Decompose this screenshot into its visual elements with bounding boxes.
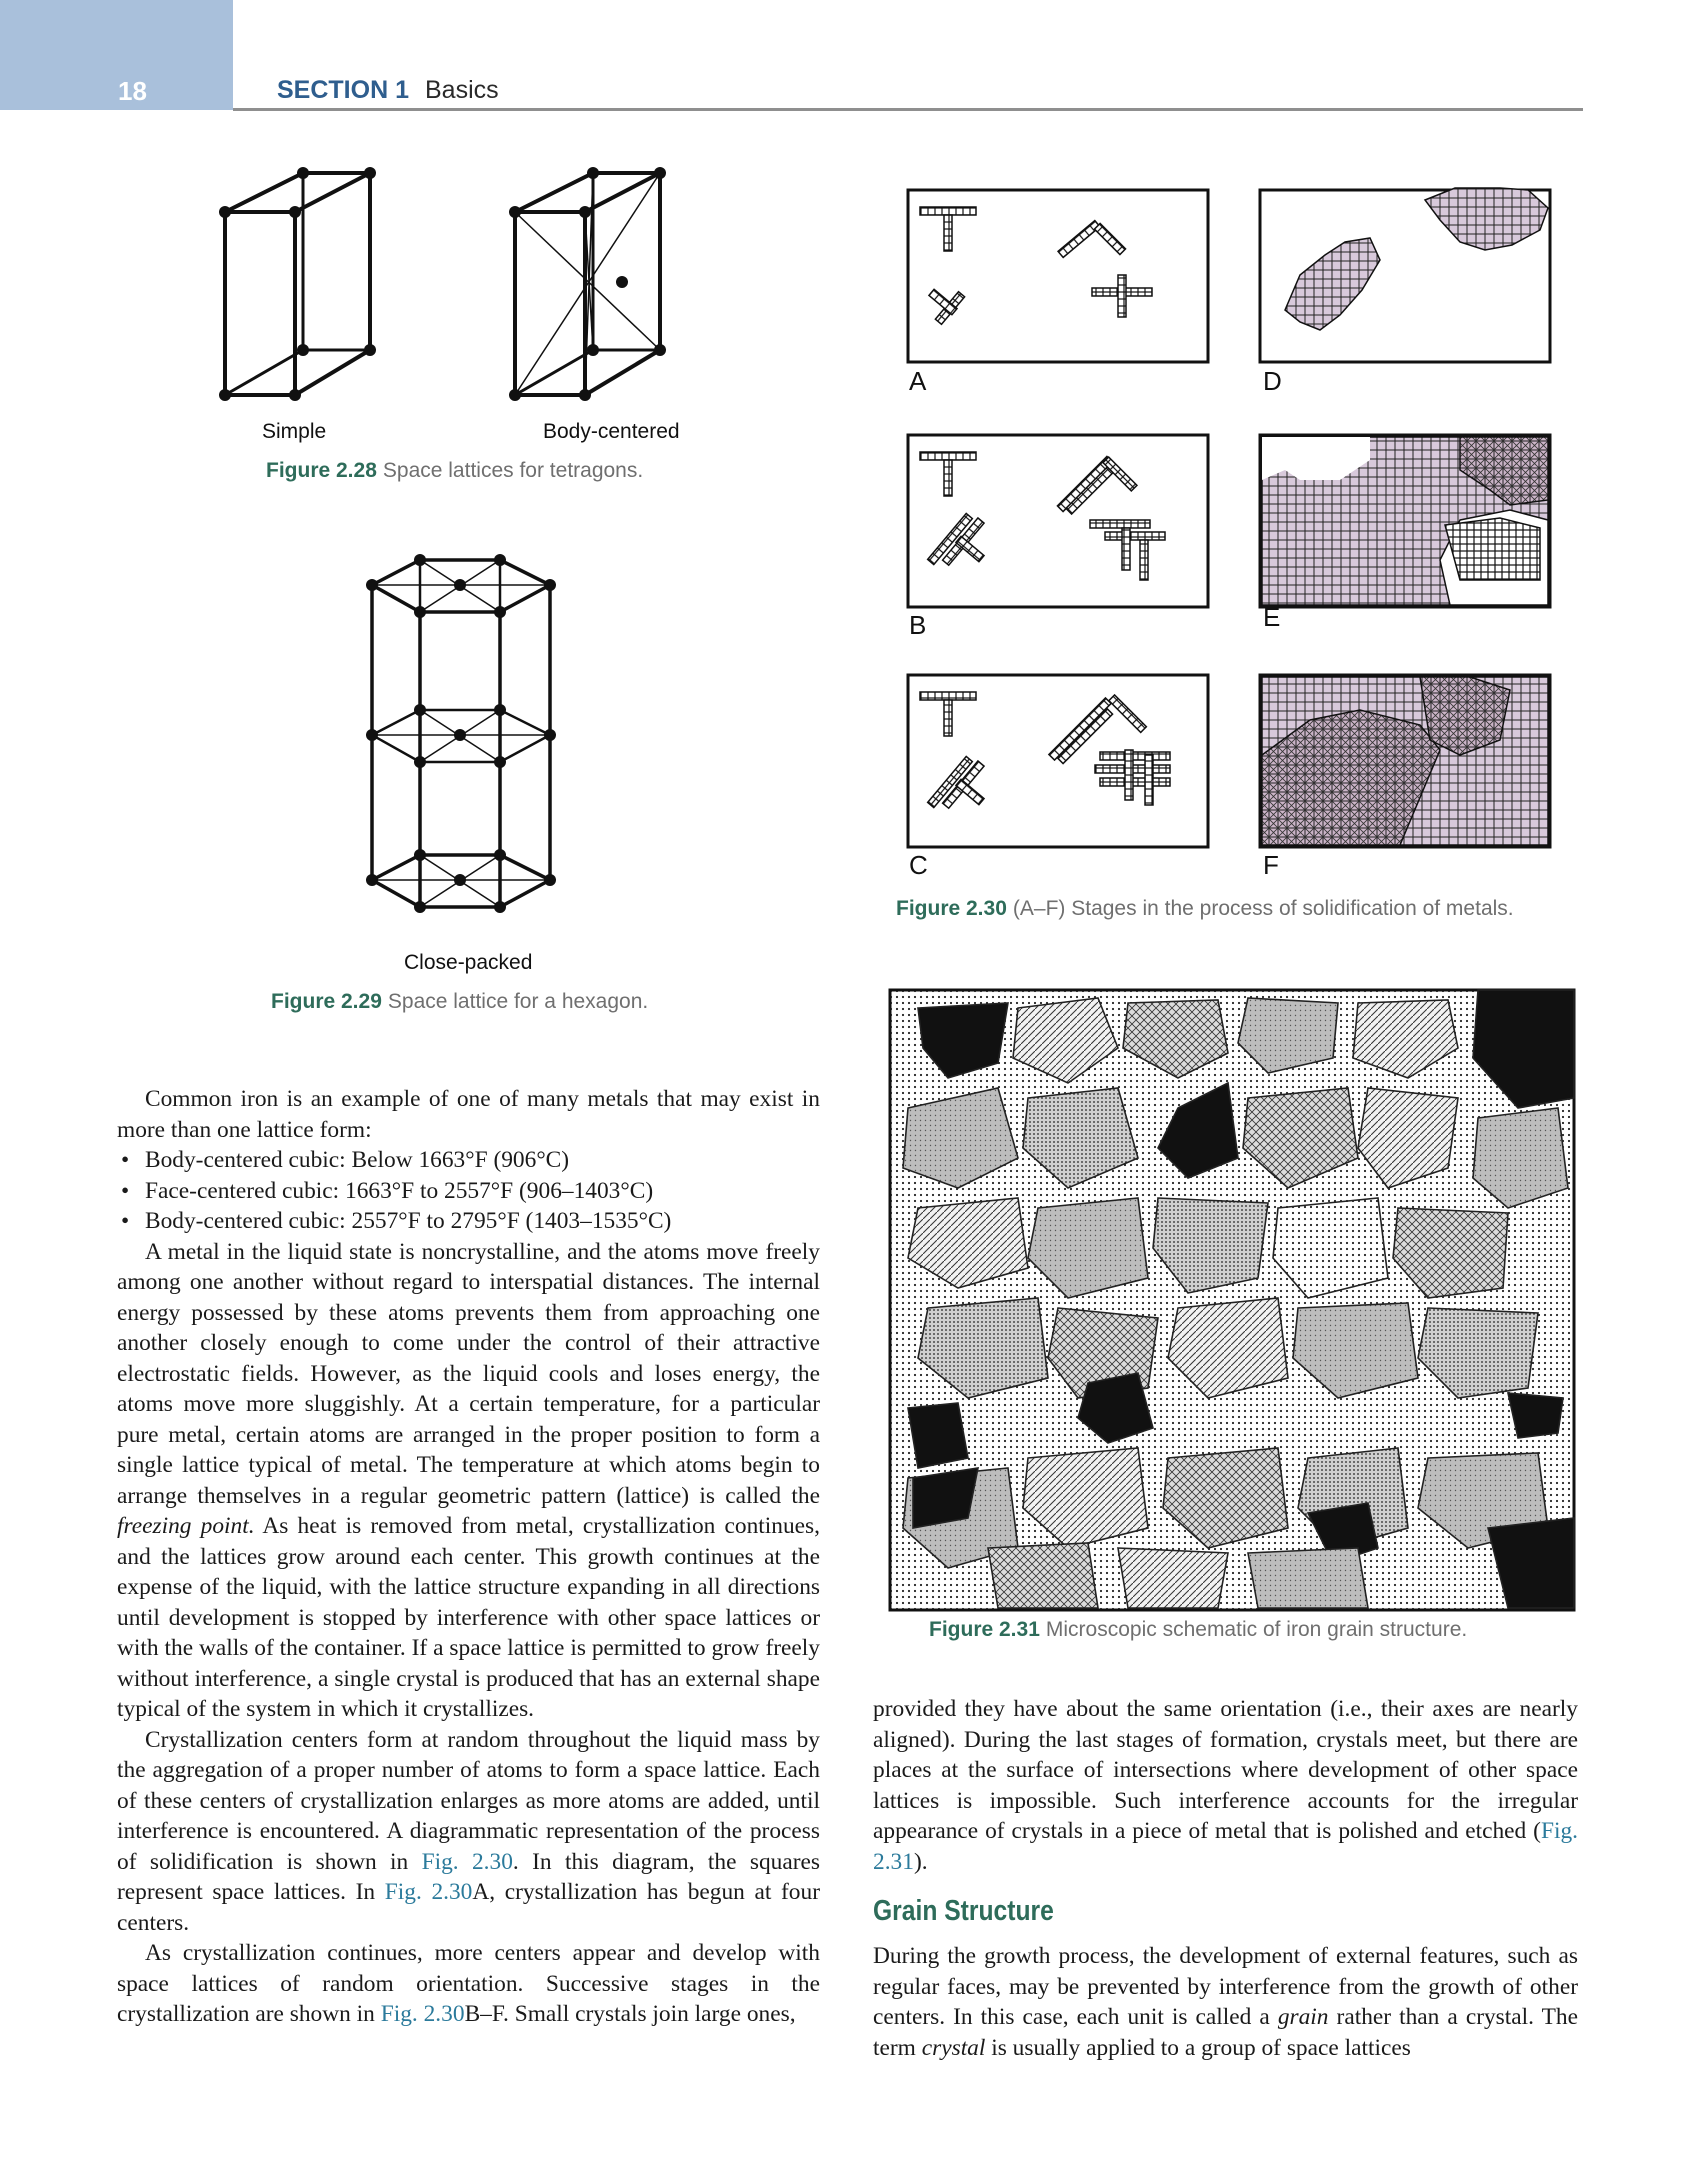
paragraph-liquid-state: A metal in the liquid state is noncrystalline, and the atoms move freely among one another without regard to interspatial distances. The internal energy possessed by these atoms prevents them from approaching one another closely enough to come under the control of their attractive electrostatic fields. However, as the liquid cools and loses energy, the atoms move more sluggishly. At a certain temperature, for a particular pure metal, certain atoms are arranged in the proper position to form a single lattice typical of metal. The temperature at which atoms begin to arrange themselves in a regular geometric pattern (lattice) is called the freezing point. As heat is removed from metal, crystallization continues, and the lattices grow around each center. This growth continues at the expense of the liquid, with the lattice structure expanding in all directions until development is stopped by interference with other space lattices or with the walls of the container. If a space lattice is permitted to grow freely without interference, a single crystal is produced that has an external shape typical of the system in which it crystallizes. <box>117 1238 820 1722</box>
caption-number: Figure 2.31 <box>929 1618 1040 1641</box>
left-column-text <box>117 1084 820 2030</box>
caption-number: Figure 2.28 <box>266 459 377 482</box>
section-heading-grain-structure: Grain Structure <box>873 1895 1054 1927</box>
paragraph-orientation: provided they have about the same orientation (i.e., their axes are nearly aligned). During the last stages of formation, crystals meet, but there are places at the surface of intersections where development of other space lattices is impossible. Such interference accounts for the irregular appearance of crystals in a piece of metal that is polished and etched (Fig. 2.31). <box>873 1696 1578 1875</box>
caption-text: Space lattices for tetragons. <box>382 459 644 482</box>
panel-label-b: B <box>909 610 927 640</box>
list-item: • Body-centered cubic: 2557°F to 2795°F (1403–1535°C) <box>117 1206 820 1237</box>
caption-figure-2-31 <box>929 1618 1467 1642</box>
figure-2-29-drawing <box>360 550 580 920</box>
panel-label-e: E <box>1263 602 1281 632</box>
figure-link[interactable]: Fig. 2.30 <box>384 1879 473 1905</box>
paragraph-grain: During the growth process, the development of external features, such as regular faces, may be prevented by interference from the growth of other centers. In this case, each unit is called a grain rather than a crystal. The term crystal is usually applied to a group of space lattices <box>873 1943 1578 2061</box>
caption-figure-2-29 <box>271 990 648 1014</box>
figure-2-31-drawing <box>888 988 1578 1618</box>
panel-label-d: D <box>1263 366 1282 396</box>
header-rule <box>233 108 1583 111</box>
right-column-text <box>873 1694 1578 1877</box>
running-head <box>277 76 499 105</box>
caption-number: Figure 2.29 <box>271 990 382 1013</box>
page-number: 18 <box>118 76 147 106</box>
paragraph-intro: Common iron is an example of one of many metals that may exist in more than one lattice form: <box>117 1086 820 1143</box>
panel-label-f: F <box>1263 850 1279 880</box>
list-item: • Body-centered cubic: Below 1663°F (906°C) <box>117 1145 820 1176</box>
lattice-list <box>117 1145 820 1237</box>
caption-number: Figure 2.30 <box>896 897 1007 920</box>
caption-text: Space lattice for a hexagon. <box>387 990 649 1013</box>
label-simple: Simple <box>262 420 327 443</box>
label-body-centered: Body-centered <box>543 420 680 443</box>
list-item: • Face-centered cubic: 1663°F to 2557°F (906–1403°C) <box>117 1176 820 1207</box>
page-tab <box>0 0 233 110</box>
figure-2-28-drawing <box>210 160 730 410</box>
paragraph-crystallization-centers: Crystallization centers form at random throughout the liquid mass by the aggregation of a proper number of atoms to form a space lattice. Each of these centers of crystallization enlarges as more atoms are added, until interference is encountered. A diagrammatic representation of the process of solidification is shown in Fig. 2.30. In this diagram, the squares represent space lattices. In Fig. 2.30A, crystallization has begun at four centers. <box>117 1726 821 1936</box>
caption-text: (A–F) Stages in the process of solidification of metals. <box>1012 897 1514 920</box>
figure-link[interactable]: Fig. 2.30 <box>380 2001 465 2027</box>
label-close-packed: Close-packed <box>404 951 533 974</box>
section-label: SECTION 1 <box>277 76 409 104</box>
figure-link[interactable]: Fig. 2.30 <box>421 1848 513 1875</box>
figure-2-30-drawing <box>900 180 1560 860</box>
paragraph-crystallization-continues: As crystallization continues, more centers appear and develop with space lattices of random orientation. Successive stages in the crystallization are shown in Fig. 2.30B–F. Small crystals join large ones, <box>117 1940 820 2027</box>
caption-text: Microscopic schematic of iron grain structure. <box>1045 1618 1468 1641</box>
panel-label-c: C <box>909 850 928 880</box>
caption-figure-2-30 <box>896 897 1514 921</box>
caption-figure-2-28 <box>266 459 643 483</box>
right-column-text-2 <box>873 1941 1578 2063</box>
panel-label-a: A <box>909 366 927 396</box>
figure-link[interactable]: Fig. 2.31 <box>873 1818 1578 1875</box>
section-title: Basics <box>424 76 499 104</box>
